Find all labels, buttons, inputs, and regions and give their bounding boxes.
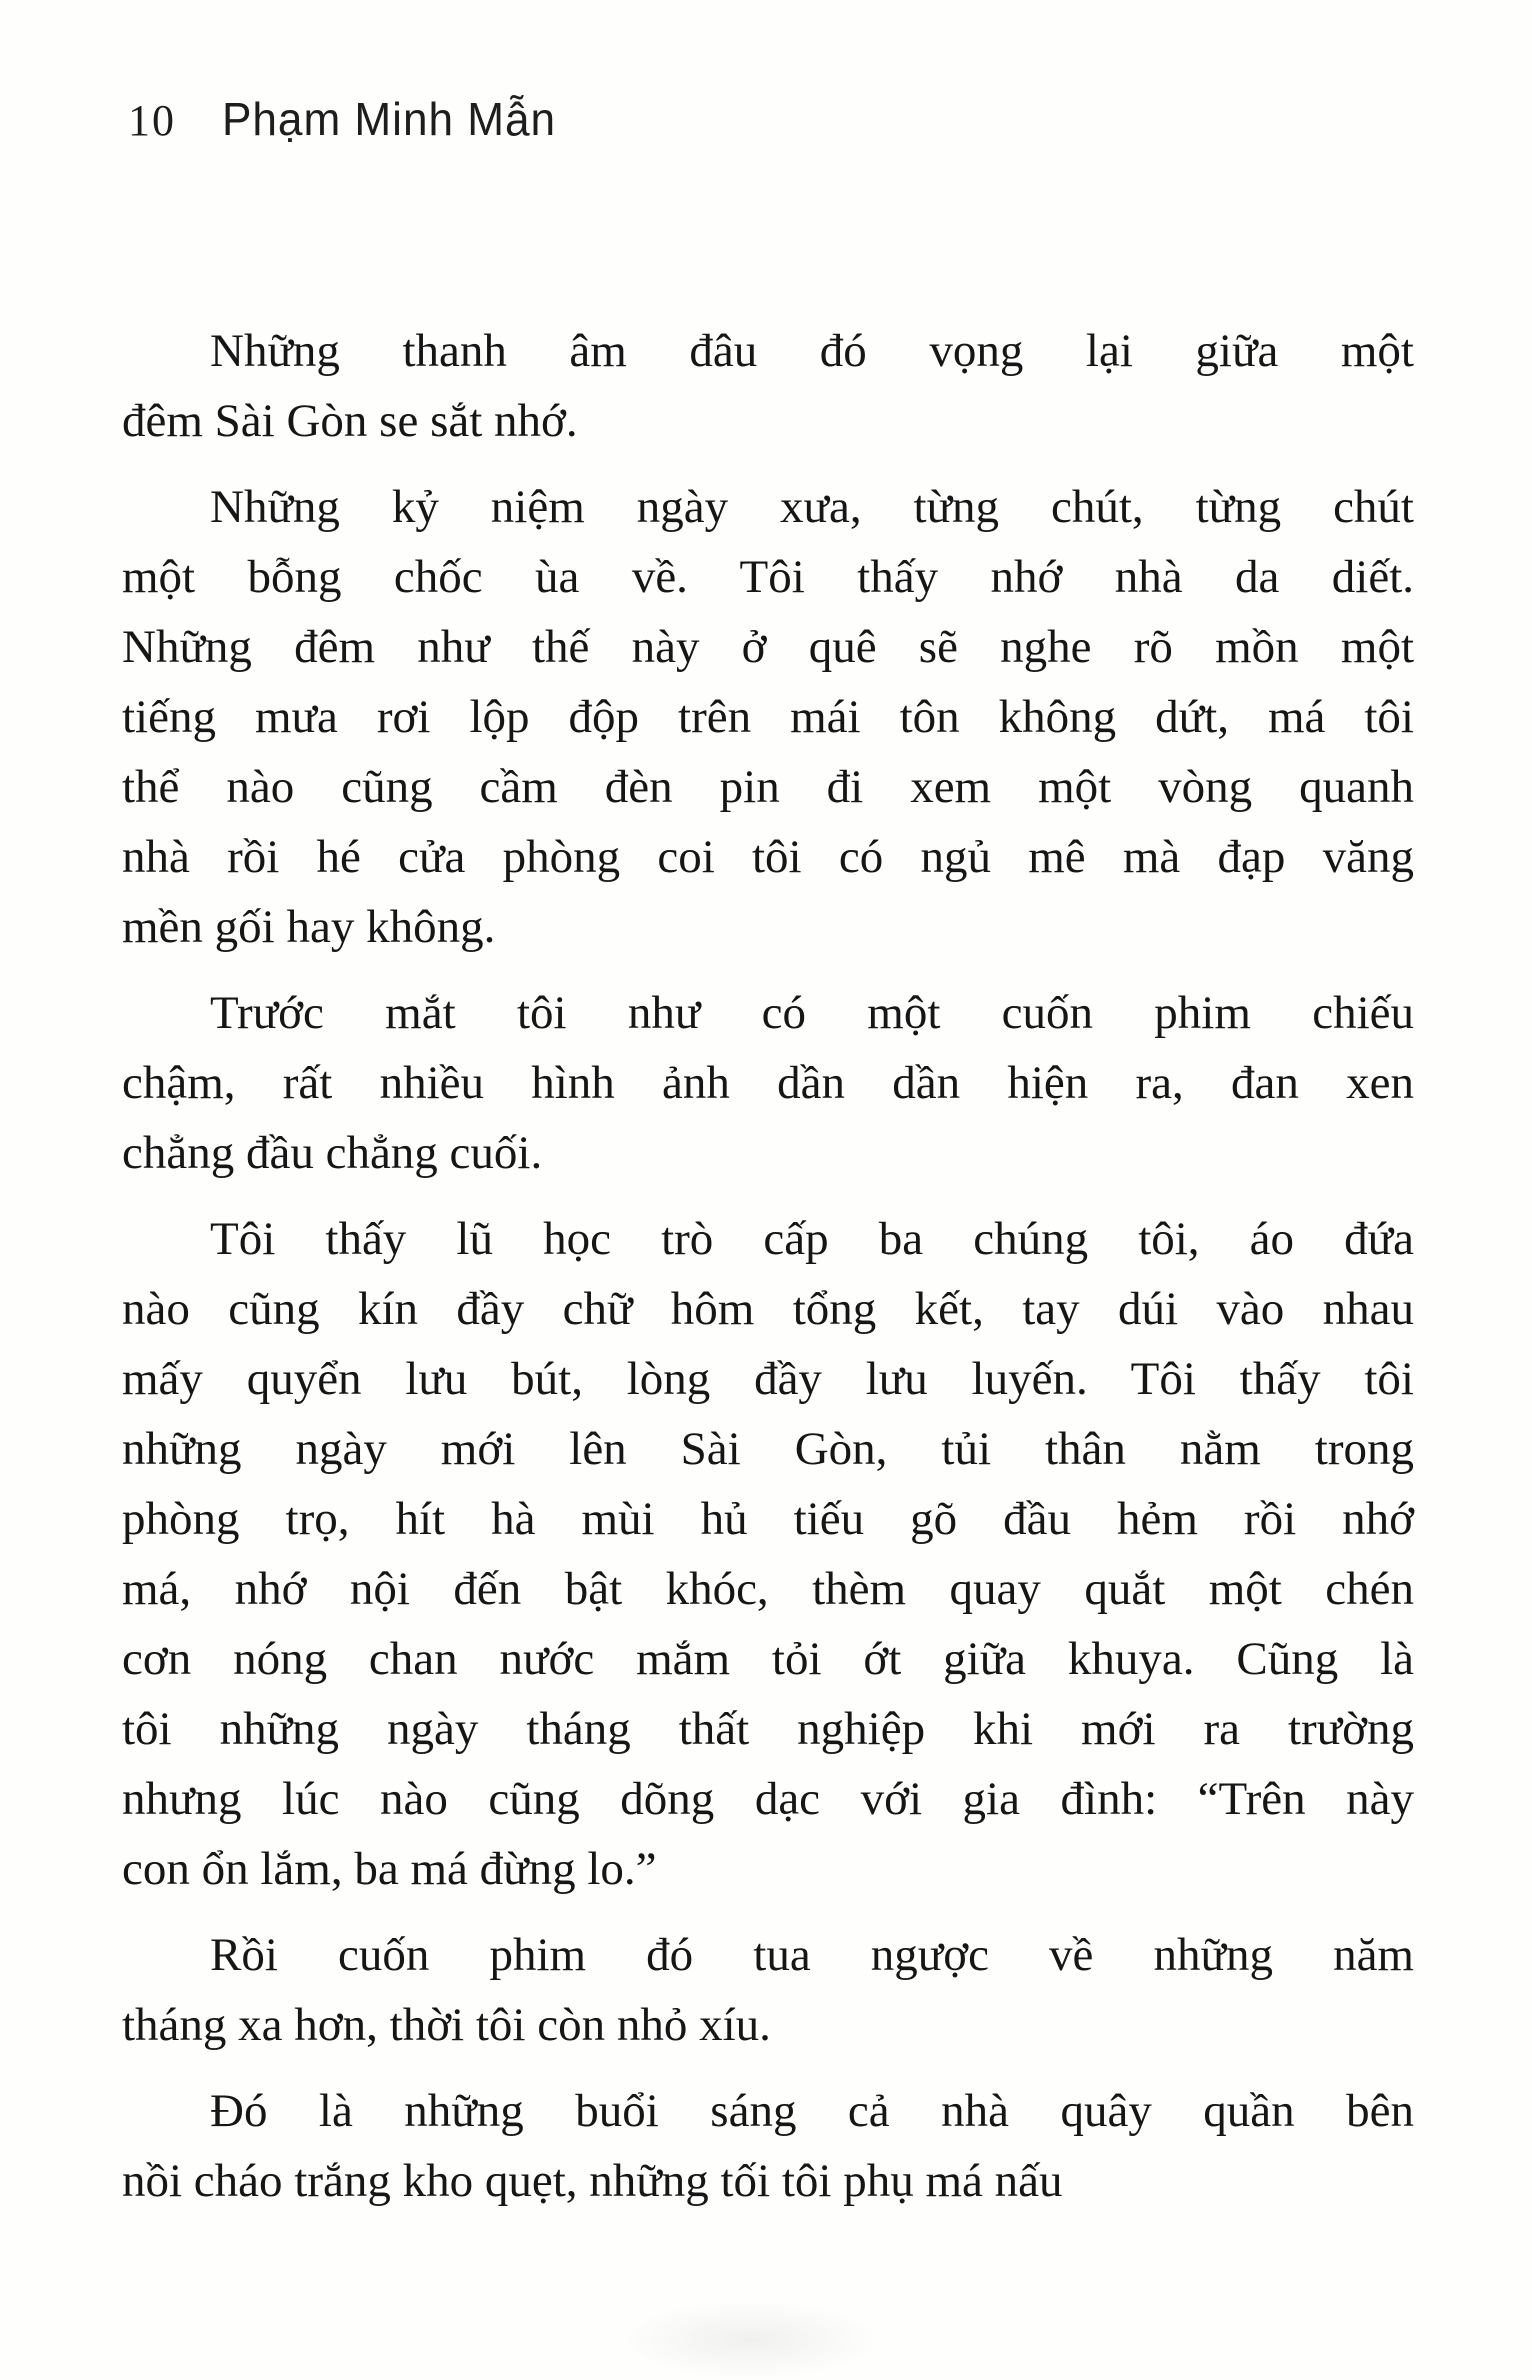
text-line: Trước mắt tôi như có một cuốn phim chiếu xyxy=(210,987,1414,1039)
text-line: tháng xa hơn, thời tôi còn nhỏ xíu. xyxy=(122,1999,771,2051)
text-line: Những đêm như thế này ở quê sẽ nghe rõ mồn một xyxy=(122,621,1414,673)
text-line: Tôi thấy lũ học trò cấp ba chúng tôi, áo đứa xyxy=(210,1213,1414,1265)
paragraph xyxy=(122,1204,1414,1904)
scan-artifact xyxy=(620,2300,880,2380)
text-line: những ngày mới lên Sài Gòn, tủi thân nằm trong xyxy=(122,1423,1414,1475)
text-line: chậm, rất nhiều hình ảnh dần dần hiện ra, đan xen xyxy=(122,1057,1414,1109)
text-line: mấy quyển lưu bút, lòng đầy lưu luyến. Tôi thấy tôi xyxy=(122,1353,1414,1405)
text-line: một bỗng chốc ùa về. Tôi thấy nhớ nhà da diết. xyxy=(122,551,1414,603)
text-line: đêm Sài Gòn se sắt nhớ. xyxy=(122,395,578,447)
text-line: tiếng mưa rơi lộp độp trên mái tôn không dứt, má tôi xyxy=(122,691,1414,743)
text-line: tôi những ngày tháng thất nghiệp khi mới ra trường xyxy=(122,1703,1414,1755)
text-line: nào cũng kín đầy chữ hôm tổng kết, tay dúi vào nhau xyxy=(122,1283,1414,1335)
text-line: nhưng lúc nào cũng dõng dạc với gia đình: “Trên này xyxy=(122,1773,1414,1825)
text-line: Rồi cuốn phim đó tua ngược về những năm xyxy=(210,1929,1414,1981)
page-header xyxy=(128,92,570,146)
text-line: nồi cháo trắng kho quẹt, những tối tôi phụ má nấu xyxy=(122,2155,1063,2207)
text-line: nhà rồi hé cửa phòng coi tôi có ngủ mê mà đạp văng xyxy=(122,831,1414,883)
text-line: Đó là những buổi sáng cả nhà quây quần bên xyxy=(210,2085,1414,2137)
text-line: má, nhớ nội đến bật khóc, thèm quay quắt một chén xyxy=(122,1563,1414,1615)
paragraph xyxy=(122,316,1414,456)
text-line: cơn nóng chan nước mắm tỏi ớt giữa khuya. Cũng là xyxy=(122,1633,1414,1685)
text-line: Những kỷ niệm ngày xưa, từng chút, từng chút xyxy=(210,481,1414,533)
paragraph xyxy=(122,1920,1414,2060)
text-line: chẳng đầu chẳng cuối. xyxy=(122,1127,543,1179)
author-name: Phạm Minh Mẫn xyxy=(222,93,557,145)
text-line: Những thanh âm đâu đó vọng lại giữa một xyxy=(210,325,1414,377)
page-body xyxy=(122,316,1414,2232)
text-line: phòng trọ, hít hà mùi hủ tiếu gõ đầu hẻm rồi nhớ xyxy=(122,1493,1414,1545)
paragraph xyxy=(122,978,1414,1188)
text-line: con ổn lắm, ba má đừng lo.” xyxy=(122,1843,657,1895)
paragraph xyxy=(122,2076,1414,2216)
page-number: 10 xyxy=(128,96,176,145)
text-line: thể nào cũng cầm đèn pin đi xem một vòng quanh xyxy=(122,761,1414,813)
text-line: mền gối hay không. xyxy=(122,901,496,953)
paragraph xyxy=(122,472,1414,962)
